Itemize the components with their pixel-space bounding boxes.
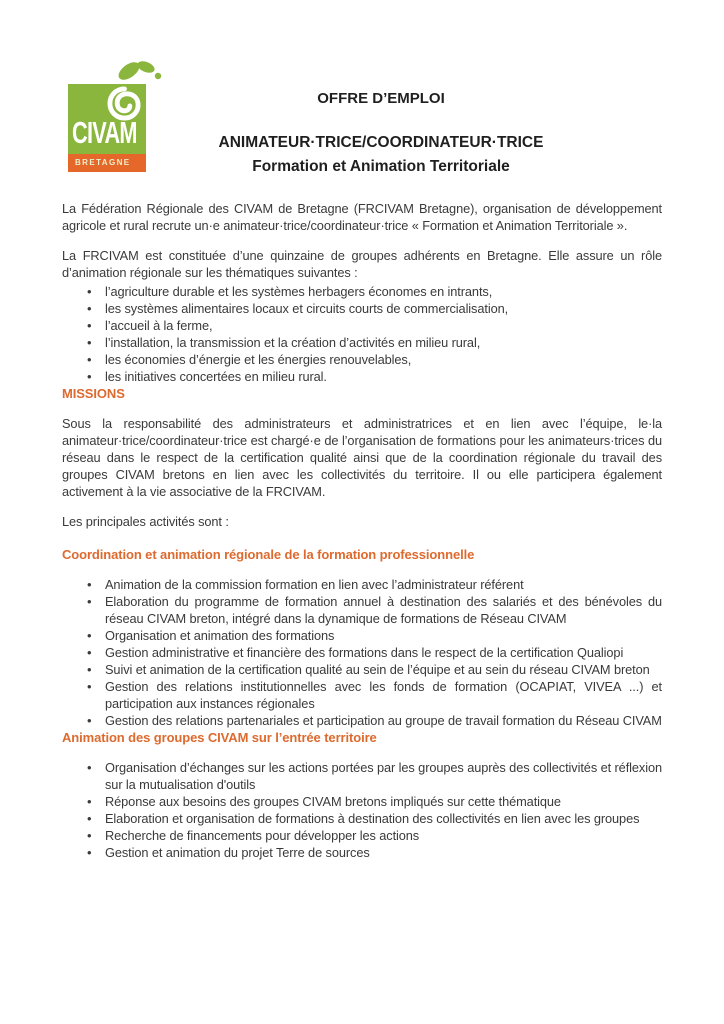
logo-region-text: BRETAGNE — [75, 158, 131, 167]
list-item: • l’agriculture durable et les systèmes herbagers économes en intrants, — [105, 283, 662, 300]
list-item: • Organisation d’échanges sur les actions portées par les groupes auprès des collectivités et réflexion sur la mutualisation d'outils — [105, 759, 662, 793]
missions-paragraph: Sous la responsabilité des administrateurs et administratrices et en lien avec l’équipe, le·la animateur·trice/coordinateur·trice est chargé·e de l’organisation de formations pour les animateurs·trices du réseau dans le respect de la certification qualité ainsi que de la coordination régionale du travail des groupes CIVAM bretons en lien avec les collectivités du territoire. Il ou elle participera également activement à la vie associative de la FRCIVAM. — [62, 416, 662, 499]
list-item: • Elaboration et organisation de formations à destination des collectivités en lien avec les groupes — [105, 810, 662, 827]
territoire-heading: Animation des groupes CIVAM sur l’entrée territoire — [62, 730, 377, 745]
list-item: • Gestion administrative et financière des formations dans le respect de la certification Qualiopi — [105, 644, 662, 661]
territoire-list — [62, 759, 662, 861]
list-item: • les systèmes alimentaires locaux et circuits courts de commercialisation, — [105, 300, 662, 317]
list-item: • Gestion des relations partenariales et participation au groupe de travail formation du Réseau CIVAM — [105, 712, 662, 729]
leaves-icon — [116, 56, 162, 86]
offer-kicker: OFFRE D’EMPLOI — [317, 90, 445, 107]
list-item: • Animation de la commission formation en lien avec l’administrateur référent — [105, 576, 662, 593]
logo-brand-text: CIVAM — [72, 115, 137, 150]
list-item: • Réponse aux besoins des groupes CIVAM bretons impliqués sur cette thématique — [105, 793, 662, 810]
job-subtitle: Formation et Animation Territoriale — [252, 158, 510, 175]
coordination-list — [62, 576, 662, 729]
list-item: • Gestion des relations institutionnelles avec les fonds de formation (OCAPIAT, VIVEA ...) et participation aux instances régionales — [105, 678, 662, 712]
document-header — [100, 90, 662, 179]
list-item: • Organisation et animation des formations — [105, 627, 662, 644]
list-item: • l’installation, la transmission et la création d’activités en milieu rural, — [105, 334, 662, 351]
intro-paragraph-1: La Fédération Régionale des CIVAM de Bretagne (FRCIVAM Bretagne), organisation de développement agricole et rural recrute un·e animateur·trice/coordinateur·trice « Formation et Animation Territoriale ». — [62, 201, 662, 233]
list-item: • les initiatives concertées en milieu rural. — [105, 368, 662, 385]
list-item: • Gestion et animation du projet Terre de sources — [105, 844, 662, 861]
job-title: ANIMATEUR·TRICE/COORDINATEUR·TRICE — [218, 134, 544, 151]
document-body — [62, 200, 662, 861]
missions-heading: MISSIONS — [62, 386, 125, 401]
activities-intro: Les principales activités sont : — [62, 514, 229, 529]
list-item: • les économies d’énergie et les énergies renouvelables, — [105, 351, 662, 368]
thematiques-list — [62, 283, 662, 385]
list-item: • Elaboration du programme de formation annuel à destination des salariés et des bénévoles du réseau CIVAM breton, intégré dans la dynamique de formations de Réseau CIVAM — [105, 593, 662, 627]
intro-paragraph-2: La FRCIVAM est constituée d’une quinzaine de groupes adhérents en Bretagne. Elle assure un rôle d’animation régionale sur les thématiques suivantes : — [62, 248, 662, 280]
list-item: • Recherche de financements pour développer les actions — [105, 827, 662, 844]
coordination-heading: Coordination et animation régionale de la formation professionnelle — [62, 547, 475, 562]
list-item: • Suivi et animation de la certification qualité au sein de l’équipe et au sein du réseau CIVAM breton — [105, 661, 662, 678]
list-item: • l’accueil à la ferme, — [105, 317, 662, 334]
